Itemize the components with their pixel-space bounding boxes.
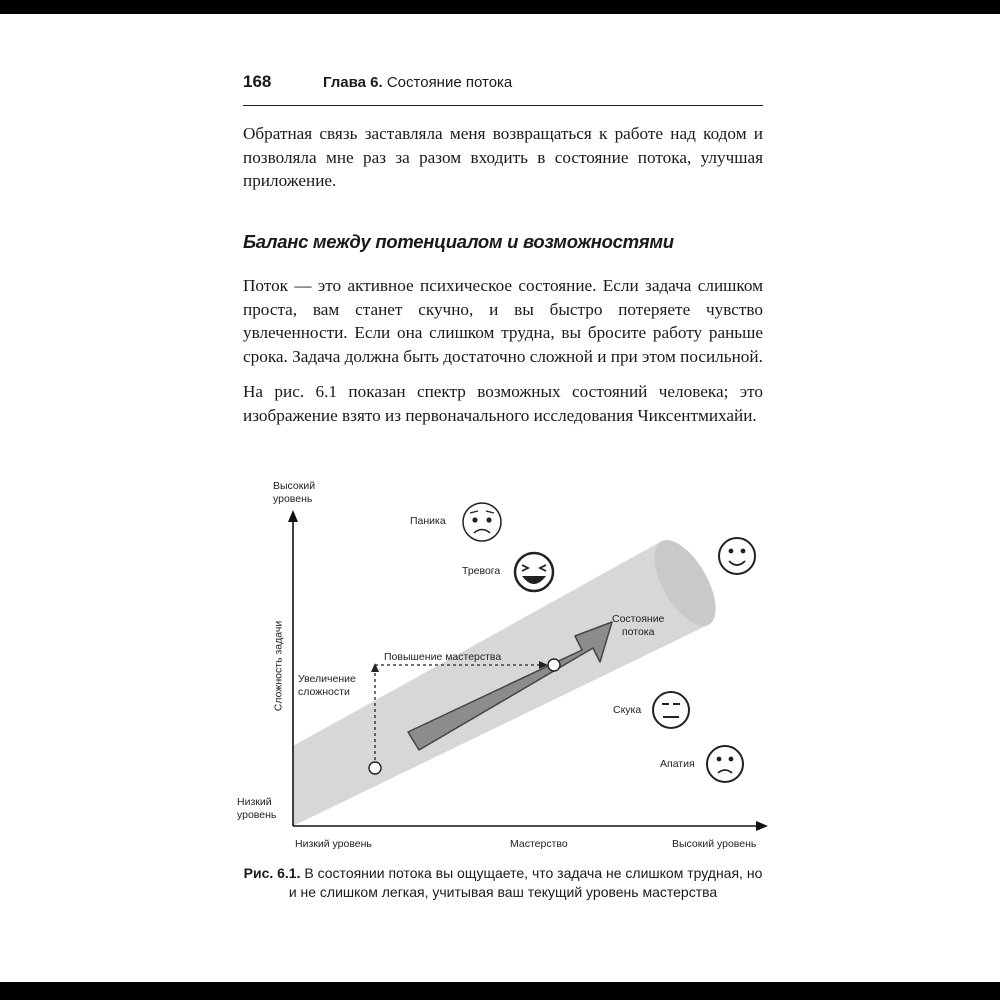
chapter-label: Глава 6. — [323, 74, 383, 91]
y-axis-low-label — [237, 796, 276, 822]
y-axis-low-line-2: уровень — [237, 809, 277, 821]
y-axis-low-line-1: Низкий — [237, 796, 272, 808]
flow-label — [612, 613, 664, 639]
skill-increase-label: Повышение мастерства — [384, 651, 502, 663]
running-header — [243, 66, 763, 106]
caption-text: В состоянии потока вы ощущаете, что задача не слишком трудная, но и не слишком легкая, учитывая ваш текущий уровень мастерства — [288, 865, 763, 900]
challenge-increase-label — [298, 673, 356, 699]
flow-label-line-1: Состояние — [612, 613, 665, 625]
figure-caption — [243, 864, 763, 902]
page-number: 168 — [243, 72, 272, 91]
x-axis-high-label: Высокий уровень — [672, 838, 757, 850]
paragraph-1: Обратная связь заставляла меня возвращаться к работе над кодом и позволяла мне раз за разом входить в состояние потока, улучшая приложение. — [243, 124, 763, 190]
y-axis-high-line-1: Высокий — [273, 480, 316, 492]
chapter-title — [323, 74, 512, 91]
flow-diagram — [220, 464, 780, 854]
y-axis-high-label — [273, 480, 315, 506]
book-page — [0, 14, 1000, 982]
end-point — [548, 659, 560, 671]
challenge-increase-line-2: сложности — [298, 686, 350, 698]
y-axis-arrow — [288, 510, 298, 522]
paragraph-2: Поток — это активное психическое состояние. Если задача слишком проста, вам станет скучно, и вы быстро потеряете чувство увлеченности. Если она слишком трудна, вы бросите работу раньше срока. Задача должна быть достаточно сложной и при этом посильной. — [243, 276, 763, 366]
paragraph-3: На рис. 6.1 показан спектр возможных состояний человека; это изображение взято из первоначального исследования Чиксентмихайи. — [243, 382, 763, 425]
caption-label: Рис. 6.1. — [243, 865, 301, 881]
chapter-name: Состояние потока — [386, 74, 513, 91]
x-axis-low-label: Низкий уровень — [295, 838, 372, 850]
grinning-squint-face-icon — [515, 553, 553, 591]
challenge-increase-arrow — [371, 663, 379, 672]
section-heading: Баланс между потенциалом и возможностями — [243, 231, 674, 252]
sad-face-icon — [707, 746, 743, 782]
panic-label: Паника — [410, 515, 446, 527]
neutral-face-icon — [653, 692, 689, 728]
flow-label-line-2: потока — [621, 626, 655, 638]
challenge-increase-line-1: Увеличение — [298, 673, 356, 685]
start-point — [369, 762, 381, 774]
y-axis-title: Сложность задачи — [272, 620, 285, 712]
apathy-label: Апатия — [660, 758, 695, 770]
x-axis-arrow — [756, 821, 768, 831]
smiling-face-icon — [719, 538, 755, 574]
worried-face-icon — [463, 503, 501, 541]
y-axis-high-line-2: уровень — [273, 493, 313, 505]
boredom-label: Скука — [613, 704, 642, 716]
anxiety-label: Тревога — [462, 565, 501, 577]
x-axis-title: Мастерство — [510, 838, 568, 850]
